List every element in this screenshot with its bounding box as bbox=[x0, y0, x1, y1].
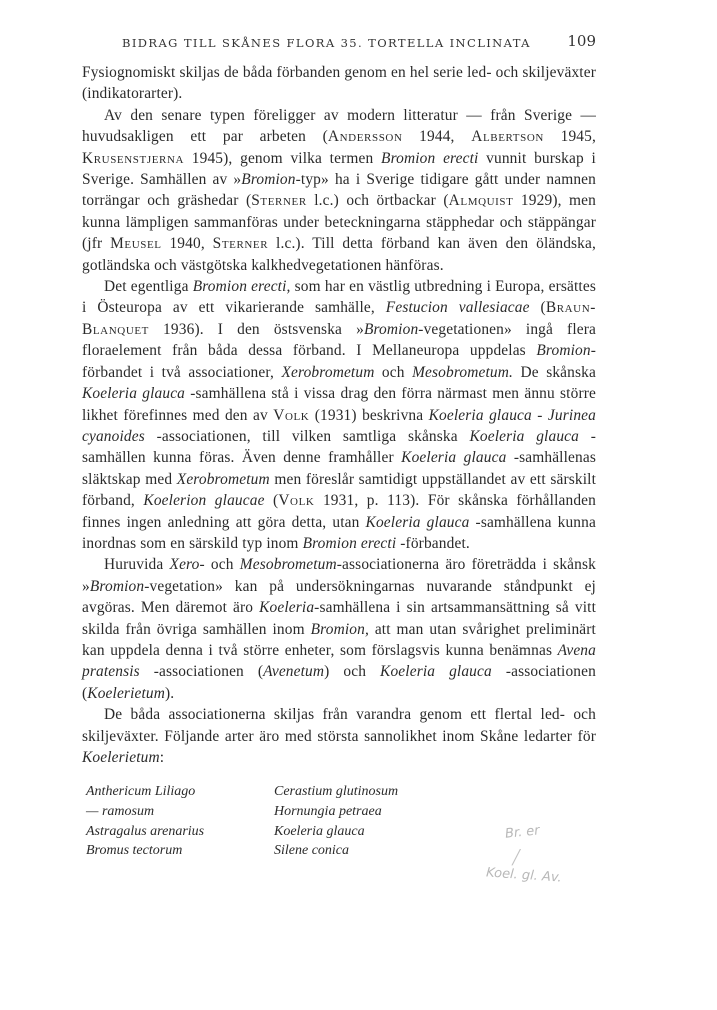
italic-term: Koelerion glaucae bbox=[143, 492, 265, 510]
text-run: att man utan svårighet preliminärt kan uppdela denna i två större enheter, som förslagsvis kunna benämnas bbox=[82, 620, 596, 659]
paragraph bbox=[82, 276, 596, 554]
author-name: Albertson bbox=[471, 128, 544, 146]
species-item: Bromus tectorum bbox=[86, 843, 183, 859]
text-run: ) och bbox=[324, 663, 381, 681]
text-run: ). bbox=[165, 684, 175, 702]
italic-term: Koeleria glauca - Jurinea cyanoides bbox=[82, 406, 596, 445]
paragraph bbox=[82, 554, 596, 704]
italic-term: Bromion bbox=[536, 342, 591, 360]
author-name: Sterner bbox=[251, 192, 307, 210]
species-item: Astragalus arenarius bbox=[86, 823, 205, 839]
text-run: -förbandet i två associationer, bbox=[82, 342, 596, 381]
running-header bbox=[82, 30, 596, 54]
text-run: men föreslår samtidigt uppställandet av ett särskilt förband, bbox=[82, 470, 596, 510]
italic-term: Koelerietum bbox=[82, 749, 160, 766]
species-column-left bbox=[86, 782, 274, 860]
italic-term: Bromion erecti bbox=[381, 149, 479, 167]
handwritten-note: Koel. gl. Av. bbox=[485, 865, 563, 886]
italic-term: Bromion erecti, bbox=[192, 278, 291, 296]
italic-term: Koeleria glauca bbox=[469, 427, 580, 445]
text-run: vunnit burskap i Sverige. Samhällen av » bbox=[82, 149, 596, 189]
italic-term: Bromion bbox=[241, 171, 296, 189]
italic-term: Bromion bbox=[89, 577, 145, 595]
text-run: De båda associationerna skiljas från varandra genom ett flertal led- och skiljeväxter. Följande arter äro med största sannolikhet inom Skåne ledarter för bbox=[82, 706, 596, 745]
author-name: Sterner bbox=[212, 235, 269, 253]
species-column-right bbox=[274, 782, 398, 860]
author-name: Krusenstjerna bbox=[82, 149, 185, 167]
text-run: 1945), genom vilka termen bbox=[184, 149, 382, 167]
italic-term: Bromion erecti bbox=[302, 534, 397, 552]
text-run: 1929), men kunna lämpligen sammanföras under beteckningarna stäpphedar och stäppängar (jfr bbox=[82, 192, 596, 253]
text-run: -samhällenas släktskap med bbox=[82, 449, 596, 488]
italic-term: Avena pratensis bbox=[82, 641, 596, 681]
species-item: Cerastium glutinosum bbox=[274, 784, 399, 800]
text-run: och bbox=[374, 363, 413, 381]
species-item: Anthericum Liliago bbox=[86, 784, 196, 800]
italic-term: Koeleria glauca bbox=[380, 663, 492, 681]
text-run: ( bbox=[264, 492, 279, 510]
text-run: -associationen, till vilken samtliga skånska bbox=[144, 427, 470, 445]
text-run: -associationen ( bbox=[82, 663, 596, 702]
species-item: Koeleria glauca bbox=[274, 823, 365, 839]
italic-term: Xero- bbox=[169, 556, 205, 574]
body-text bbox=[82, 62, 596, 768]
italic-term: Koeleria bbox=[259, 599, 315, 617]
author-name: Volk bbox=[273, 406, 310, 424]
author-name: Andersson bbox=[327, 128, 403, 146]
author-name: Almquist bbox=[448, 192, 514, 210]
author-name: Meusel bbox=[110, 235, 162, 253]
text-run: l.c.). Till detta förband kan även den öländska, gotländska och västgötska kalkhedvegetationen hänföras. bbox=[82, 235, 597, 274]
text-run: Det egentliga bbox=[104, 278, 193, 296]
text-run: -associationerna äro företrädda i skånsk » bbox=[82, 556, 596, 595]
italic-term: Bromion, bbox=[310, 620, 369, 638]
italic-term: Xerobrometum bbox=[176, 470, 270, 488]
text-run: -associationen ( bbox=[139, 663, 264, 681]
text-run: -vegetationen» ingå flera floraelement från båda dessa förband. I Mellaneuropa uppdelas bbox=[82, 320, 596, 360]
text-run: -förbandet. bbox=[396, 534, 470, 552]
text-run: och bbox=[204, 556, 240, 574]
text-run: 1945, bbox=[543, 128, 596, 146]
species-item: Hornungia petraea bbox=[274, 804, 382, 819]
text-run: -samhällena kunna inordnas som en särskild typ inom bbox=[82, 513, 596, 552]
italic-term: Mesobrometum bbox=[239, 556, 337, 574]
document-page bbox=[82, 30, 596, 861]
paragraph bbox=[82, 62, 596, 105]
handwritten-mark: ╱ bbox=[512, 850, 521, 866]
italic-term: Koeleria glauca bbox=[82, 385, 186, 403]
paragraph bbox=[82, 704, 596, 768]
text-run: -samhällen kunna föras. Även denne framhåller bbox=[82, 427, 596, 467]
author-name: Braun-Blanquet bbox=[82, 299, 596, 338]
italic-term: Xerobrometum bbox=[281, 363, 375, 381]
text-run: -samhällena stå i vissa drag den förra närmast men ännu större likhet förefinnes med den av bbox=[82, 385, 596, 424]
text-run: Fysiognomiskt skiljas de båda förbanden genom en hel serie led- och skiljeväxter (indikatorarter). bbox=[82, 64, 596, 103]
text-run: ( bbox=[529, 299, 546, 317]
italic-term: Koeleria glauca bbox=[365, 513, 470, 531]
handwritten-note: Br. er bbox=[504, 823, 541, 842]
text-run: 1936). I den östsvenska » bbox=[149, 320, 364, 338]
text-run: l.c.) och örtbackar ( bbox=[306, 192, 449, 210]
running-title: BIDRAG TILL SKÅNES FLORA 35. TORTELLA INCLINATA bbox=[122, 36, 531, 50]
text-run: : bbox=[159, 749, 165, 766]
text-run: 1944, bbox=[402, 128, 472, 146]
italic-term: Koelerietum bbox=[87, 684, 166, 702]
italic-term: Bromion bbox=[363, 320, 419, 338]
text-run: Huruvida bbox=[104, 556, 170, 574]
text-run: som har en västlig utbredning i Europa, ersättes i Östeuropa av ett vikarierande samhälle, bbox=[82, 278, 596, 317]
paragraph bbox=[82, 105, 596, 276]
species-item: — ramosum bbox=[86, 804, 155, 819]
author-name: Volk bbox=[278, 492, 315, 510]
text-run: Av den senare typen föreligger av modern litteratur — från Sverige — huvudsakligen ett par arbeten ( bbox=[82, 106, 596, 146]
text-run: De skånska bbox=[513, 363, 596, 381]
italic-term: Avenetum bbox=[263, 663, 325, 681]
italic-term: Festucion vallesiacae bbox=[385, 299, 530, 317]
italic-term: Mesobrometum. bbox=[412, 363, 514, 381]
text-run: 1940, bbox=[161, 235, 213, 253]
italic-term: Koeleria glauca bbox=[401, 449, 507, 467]
species-item: Silene conica bbox=[274, 843, 350, 859]
text-run: 1931, p. 113). För skånska förhållanden finnes ingen anledning att göra detta, utan bbox=[82, 492, 596, 531]
text-run: -vegetation» kan på undersökningarnas nuvarande ståndpunkt ej avgöras. Men däremot äro bbox=[82, 577, 596, 617]
text-run: -typ» ha i Sverige tidigare gått under namnen torrängar och gräshedar ( bbox=[82, 171, 596, 210]
text-run: (1931) beskrivna bbox=[309, 406, 429, 424]
page-number: 109 bbox=[567, 32, 596, 50]
text-run: -samhällena i sin artsammansättning så vitt skilda från övriga samhällen inom bbox=[82, 599, 596, 638]
